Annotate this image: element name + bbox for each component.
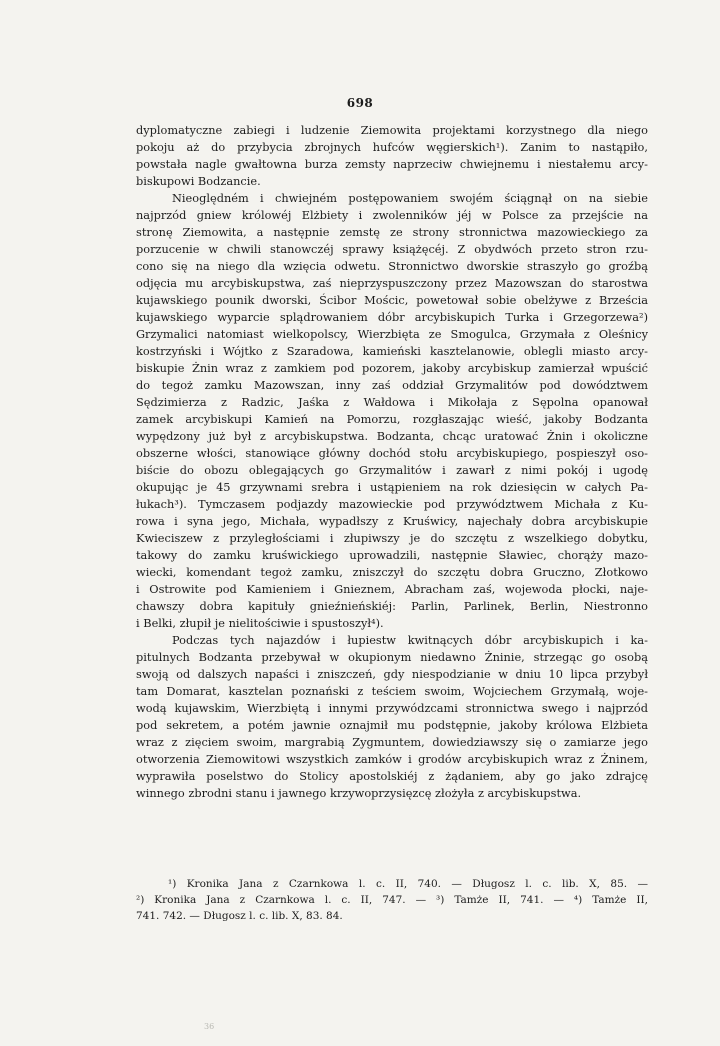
text-line: obszerne włości, stanowiące główny dochód stołu arcybiskupiego, pospieszył oso- [136, 446, 648, 460]
text-line: odjęcia mu arcybiskupstwa, zaś nieprzyspuszczony przez Mazowszan do starostwa [136, 276, 648, 290]
text-line: Nieoględném i chwiejném postępowaniem swojém ściągnął on na siebie [172, 191, 648, 205]
footnote-line: ¹) Kronika Jana z Czarnkowa l. c. II, 740. — Długosz l. c. lib. X, 85. — [168, 878, 648, 890]
text-line: takowy do zamku kruświckiego uprowadzili, następnie Sławiec, chorąży mazo- [136, 548, 648, 562]
text-line: wodą kujawskim, Wierzbiętą i innymi przywódzcami stronnictwa swego i najprzód [136, 701, 648, 715]
footnote-line: ²) Kronika Jana z Czarnkowa l. c. II, 747. — ³) Tamże II, 741. — ⁴) Tamże II, [136, 894, 648, 906]
text-line: stronę Ziemowita, a następnie zemstę ze strony stronnictwa mazowieckiego za [136, 225, 648, 239]
text-line: cono się na niego dla wzięcia odwetu. Stronnictwo dworskie straszyło go groźbą [136, 259, 648, 273]
text-line: pokoju aż do przybycia zbrojnych hufców węgierskich¹). Zanim to nastąpiło, [136, 140, 648, 154]
text-line: pod sekretem, a potém jawnie oznajmił mu podstępnie, jakoby królowa Elżbieta [136, 718, 648, 732]
footnote-line: 741. 742. — Długosz l. c. lib. X, 83. 84. [136, 910, 343, 922]
text-line: chawszy dobra kapituły gnieźnieńskiéj: Parlin, Parlinek, Berlin, Niestronno [136, 599, 648, 613]
text-line: kujawskiego wyparcie splądrowaniem dóbr arcybiskupich Turka i Grzegorzewa²) [136, 310, 648, 324]
text-line: zamek arcybiskupi Kamień na Pomorzu, rozgłaszając wieść, jakoby Bodzanta [136, 412, 648, 426]
text-line: Sędzimierza z Radzic, Jaśka z Wałdowa i Mikołaja z Sępolna opanował [136, 395, 648, 409]
text-line: okupując je 45 grzywnami srebra i ustąpieniem na rok dziesięcin w całych Pa- [136, 480, 648, 494]
text-line: dyplomatyczne zabiegi i ludzenie Ziemowita projektami korzystnego dla niego [136, 123, 648, 137]
text-line: wyprawiła poselstwo do Stolicy apostolskiéj z żądaniem, aby go jako zdrajcę [136, 769, 648, 783]
text-line: powstała nagle gwałtowna burza zemsty naprzeciw chwiejnemu i niestałemu arcy- [136, 157, 648, 171]
page-number: 698 [346, 96, 374, 110]
text-line: otworzenia Ziemowitowi wszystkich zamków i grodów arcybiskupich wraz z Żninem, [136, 752, 648, 766]
text-line: wraz z zięciem swoim, margrabią Zygmuntem, dowiedziawszy się o zamiarze jego [136, 735, 648, 749]
text-line: porzucenie w chwili stanowczéj sprawy książęcéj. Z obydwóch przeto stron rzu- [136, 242, 648, 256]
footnotes [136, 876, 648, 924]
text-line: biskupowi Bodzancie. [136, 174, 261, 188]
text-line: Kwieciszew z przyległościami i złupiwszy je do szczętu z wszelkiego dobytku, [136, 531, 648, 545]
text-line: łukach³). Tymczasem podjazdy mazowieckie pod przywództwem Michała z Ku- [136, 497, 648, 511]
text-line: Podczas tych najazdów i łupiestw kwitnących dóbr arcybiskupich i ka- [172, 633, 648, 647]
text-line: wiecki, komendant tegoż zamku, zniszczył do szczętu dobra Gruczno, Złotkowo [136, 565, 648, 579]
text-line: i Ostrowite pod Kamieniem i Gnieznem, Abracham zaś, wojewoda płocki, naje- [136, 582, 648, 596]
text-line: do tegoż zamku Mazowszan, inny zaś oddział Grzymalitów pod dowództwem [136, 378, 648, 392]
bottom-mark: 36 [204, 1022, 215, 1031]
text-line: i Belki, złupił je nielitościwie i spustoszył⁴). [136, 616, 384, 630]
text-line: winnego zbrodni stanu i jawnego krzywoprzysięzcę złożyła z arcybiskupstwa. [136, 786, 582, 800]
text-line: rowa i syna jego, Michała, wypadłszy z Kruświcy, najechały dobra arcybiskupie [136, 514, 648, 528]
text-line: biście do obozu oblegających go Grzymalitów i zawarł z nimi pokój i ugodę [136, 463, 648, 477]
text-line: swoją od dalszych napaści i zniszczeń, gdy niespodzianie w dniu 10 lipca przybył [136, 667, 648, 681]
main-text [136, 122, 648, 802]
text-line: kostrzyński i Wójtko z Szaradowa, kamieński kasztelanowie, oblegli miasto arcy- [136, 344, 648, 358]
text-line: wypędzony już był z arcybiskupstwa. Bodzanta, chcąc uratować Żnin i okoliczne [136, 429, 648, 443]
text-line: pitulnych Bodzanta przebywał w okupionym niedawno Żninie, strzegąc go osobą [136, 650, 648, 664]
text-line: biskupie Żnin wraz z zamkiem pod pozorem, jakoby arcybiskup zamierzał wpuścić [136, 361, 648, 375]
text-line: kujawskiego pounik dworski, Ścibor Mościc, powetował sobie obelżywe z Brześcia [136, 293, 648, 307]
text-line: najprzód gniew królowéj Elżbiety i zwolenników jéj w Polsce za przejście na [136, 208, 648, 222]
text-line: tam Domarat, kasztelan poznański z teściem swoim, Wojciechem Grzymałą, woje- [136, 684, 648, 698]
text-line: Grzymalici natomiast wielkopolscy, Wierzbięta ze Smogulca, Grzymała z Oleśnicy [136, 327, 648, 341]
